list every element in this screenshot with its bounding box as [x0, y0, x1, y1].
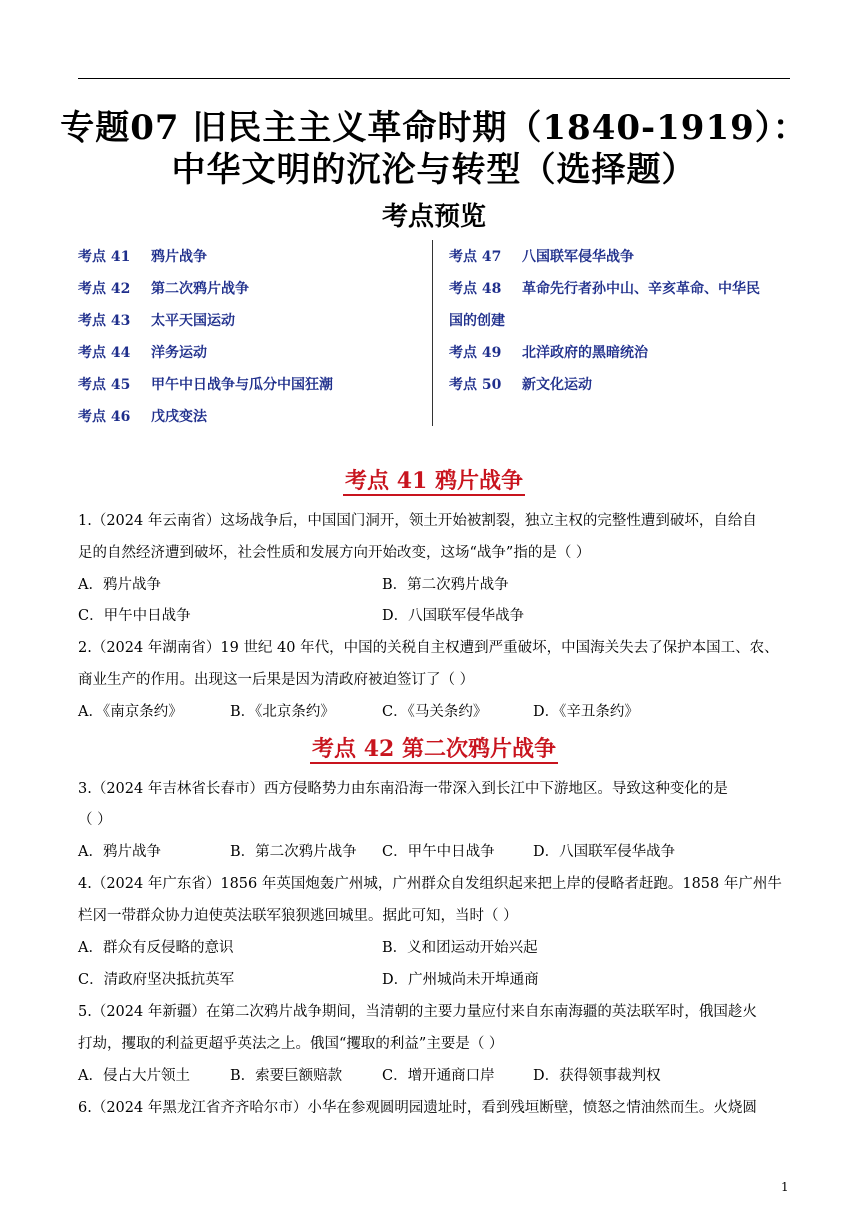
toc-item[interactable]: 考点 45 甲午中日战争与瓜分中国狂潮: [78, 377, 333, 393]
toc-item[interactable]: 考点 43 太平天国运动: [78, 313, 235, 329]
question-4-text: 栏冈一带群众协力迫使英法联军狼狈逃回城里。据此可知，当时（ ）: [78, 908, 518, 924]
question-2-option-b: B．《北京条约》: [230, 704, 335, 720]
question-6-text: 6.（2024 年黑龙江省齐齐哈尔市）小华在参观圆明园遗址时，看到残垣断壁，愤怒之情油然而生。火烧圆: [78, 1100, 757, 1116]
question-3-text: 3.（2024 年吉林省长春市）西方侵略势力由东南沿海一带深入到长江中下游地区。导致这种变化的是: [78, 781, 728, 797]
question-2-option-a: A．《南京条约》: [78, 704, 183, 720]
question-1-text: 1.（2024 年云南省）这场战争后，中国国门洞开，领土开始被割裂，独立主权的完整性遭到破坏，自给自: [78, 513, 757, 529]
question-3-option-d: D．八国联军侵华战争: [533, 844, 676, 860]
question-3-option-b: B．第二次鸦片战争: [230, 844, 357, 860]
question-3-option-c: C．甲午中日战争: [382, 844, 495, 860]
question-2-option-d: D．《辛丑条约》: [533, 704, 639, 720]
toc-item-continuation[interactable]: 国的创建: [449, 313, 505, 329]
question-5-text: 打劫，攫取的利益更超乎英法之上。俄国“攫取的利益”主要是（ ）: [78, 1036, 504, 1052]
toc-item[interactable]: 考点 41 鸦片战争: [78, 249, 207, 265]
toc-item[interactable]: 考点 42 第二次鸦片战争: [78, 281, 249, 297]
toc-divider: [432, 240, 433, 426]
toc-item[interactable]: 考点 50 新文化运动: [449, 377, 592, 393]
top-rule: [78, 78, 790, 79]
question-1-option-c: C．甲午中日战争: [78, 608, 191, 624]
question-4-option-b: B．义和团运动开始兴起: [382, 940, 538, 956]
section-heading: 考点 42 第二次鸦片战争: [312, 736, 556, 762]
question-4-option-a: A．群众有反侵略的意识: [78, 940, 234, 956]
question-3-text: （ ）: [78, 812, 112, 828]
section-heading: 考点 41 鸦片战争: [345, 468, 523, 494]
question-5-option-a: A．侵占大片领土: [78, 1068, 190, 1084]
question-5-option-c: C．增开通商口岸: [382, 1068, 495, 1084]
question-2-option-c: C．《马关条约》: [382, 704, 488, 720]
question-1-option-a: A．鸦片战争: [78, 577, 161, 593]
question-3-option-a: A．鸦片战争: [78, 844, 161, 860]
question-2-text: 2.（2024 年湖南省）19 世纪 40 年代，中国的关税自主权遭到严重破坏，中国海关失去了保护本国工、农、: [78, 640, 779, 656]
question-4-option-d: D．广州城尚未开埠通商: [382, 972, 539, 988]
question-1-text: 足的自然经济遭到破坏，社会性质和发展方向开始改变，这场“战争”指的是（ ）: [78, 545, 591, 561]
question-1-option-d: D．八国联军侵华战争: [382, 608, 525, 624]
toc-item[interactable]: 考点 49 北洋政府的黑暗统治: [449, 345, 648, 361]
question-4-text: 4.（2024 年广东省）1856 年英国炮轰广州城，广州群众自发组织起来把上岸的侵略者赶跑。1858 年广州牛: [78, 876, 782, 892]
toc-item[interactable]: 考点 47 八国联军侵华战争: [449, 249, 634, 265]
document-title-line-1: 专题07 旧民主主义革命时期（1840-1919）：: [60, 108, 808, 148]
toc-item[interactable]: 考点 46 戊戌变法: [78, 409, 207, 425]
question-2-text: 商业生产的作用。出现这一后果是因为清政府被迫签订了（ ）: [78, 672, 475, 688]
question-1-option-b: B．第二次鸦片战争: [382, 577, 509, 593]
page-number: 1: [781, 1180, 789, 1194]
question-5-text: 5.（2024 年新疆）在第二次鸦片战争期间，当清朝的主要力量应付来自东南海疆的英法联军时，俄国趁火: [78, 1004, 757, 1020]
question-4-option-c: C．清政府坚决抵抗英军: [78, 972, 235, 988]
preview-title: 考点预览: [381, 202, 486, 232]
question-5-option-b: B．索要巨额赔款: [230, 1068, 343, 1084]
document-title-line-2: 中华文明的沉沦与转型（选择题）: [171, 150, 697, 190]
question-5-option-d: D．获得领事裁判权: [533, 1068, 661, 1084]
toc-item[interactable]: 考点 44 洋务运动: [78, 345, 207, 361]
toc-item[interactable]: 考点 48 革命先行者孙中山、辛亥革命、中华民: [449, 281, 760, 297]
